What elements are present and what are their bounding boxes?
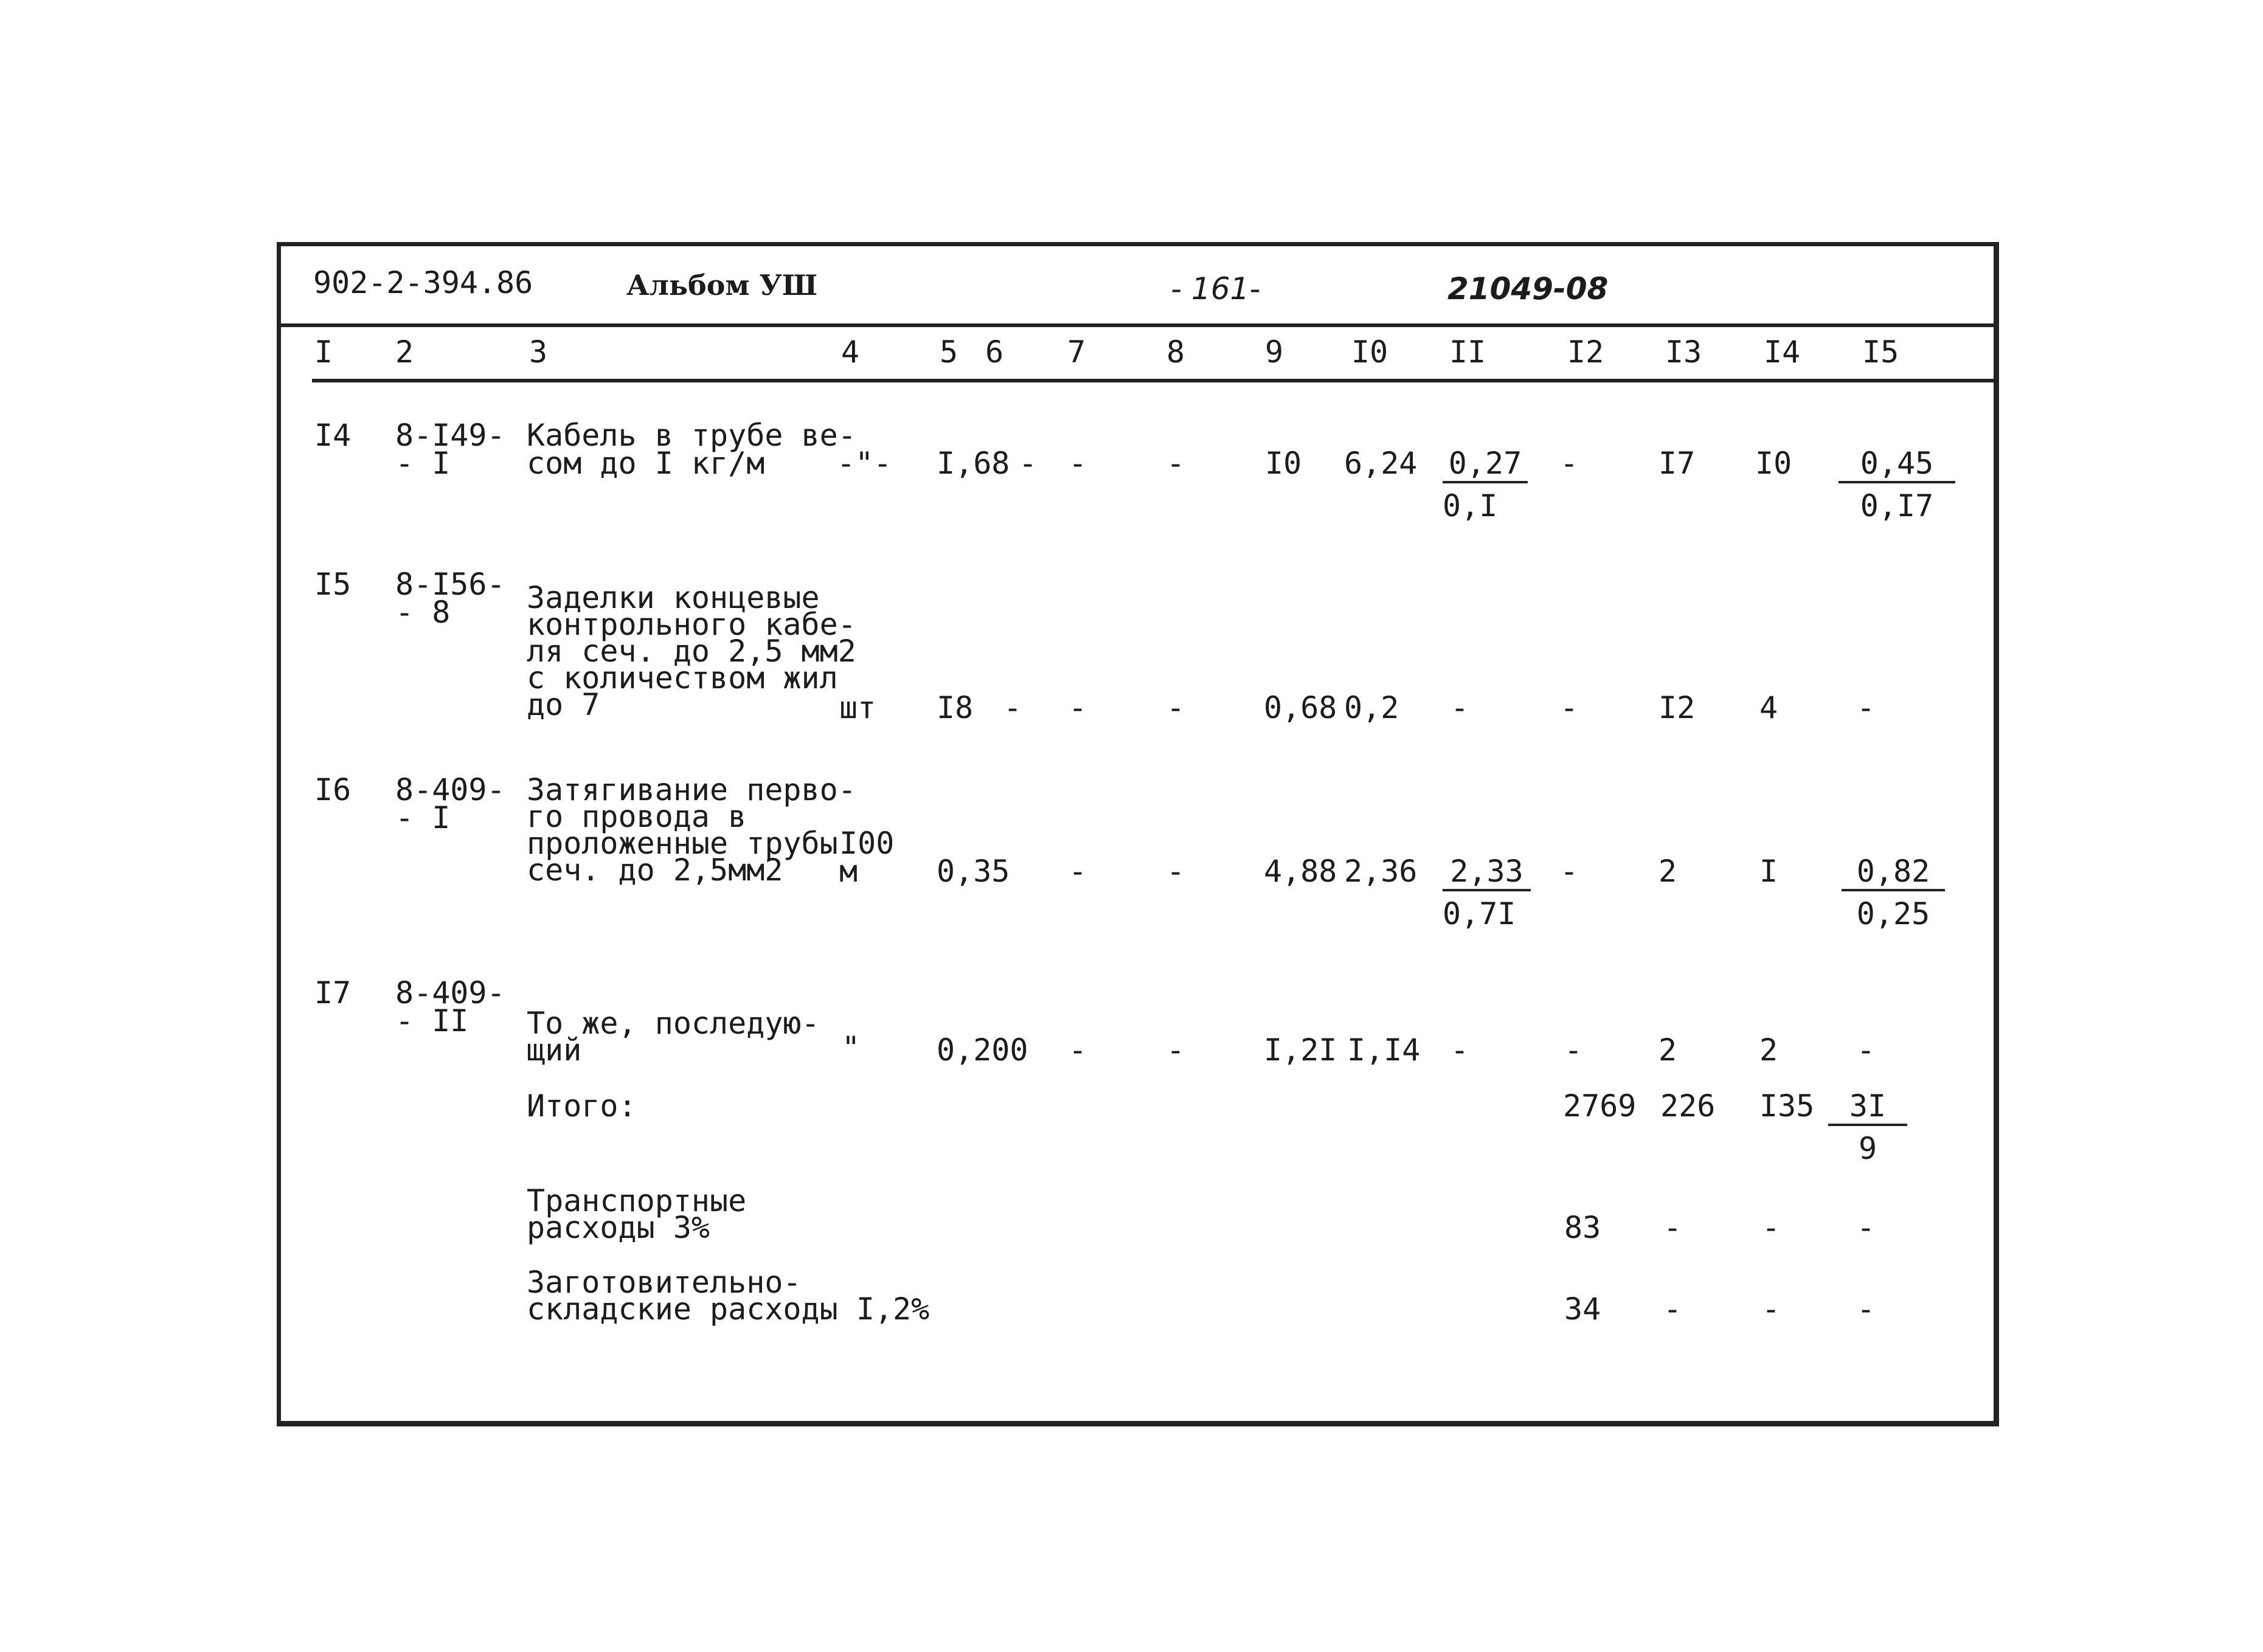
storage-label: складские расходы I,2% [527,1291,930,1327]
fraction-denominator: 0,I7 [1860,488,1934,524]
totals-label: Итого: [527,1088,637,1124]
unit: " [842,1030,861,1065]
storage-label: Заготовительно- [527,1265,802,1300]
rate-code: 8-I56- [395,567,505,602]
rate-code: 8-409- [395,772,505,807]
work-description: го провода в [527,799,747,834]
cell-7: - [1069,854,1087,889]
work-description: Кабель в трубе ве- [527,418,856,453]
cell-8: - [1166,854,1185,889]
work-description: Затягивание перво- [527,772,856,807]
col-number: I2 [1567,334,1604,370]
cell-8: - [1166,446,1185,481]
cell-9: 4,88 [1264,854,1337,889]
cell-9: 0,68 [1264,690,1337,725]
work-description: сом до I кг/м [527,446,765,481]
unit: -"- [837,446,892,481]
cell-12: - [1560,854,1579,889]
work-description: Заделки концевые [527,580,820,615]
cell-12: - [1560,690,1579,725]
fraction-numerator: 2,33 [1443,857,1531,891]
cell-11-fraction [1443,446,1528,524]
cell-9: I,2I [1264,1032,1337,1068]
col-number: 9 [1265,334,1284,370]
storage-15: - [1857,1291,1876,1327]
total-15-fraction [1828,1088,1907,1166]
storage-12: 34 [1564,1291,1601,1327]
cell-14: 2 [1759,1032,1778,1068]
fraction-denominator: 0,7I [1443,896,1516,931]
col-number: 3 [529,334,548,370]
cell-14: 4 [1759,690,1778,725]
transport-label: расходы 3% [527,1210,710,1245]
col-number: II [1449,334,1486,370]
document-number: 21049-08 [1447,271,1609,306]
col-number: I0 [1351,334,1388,370]
cell-10: 6,24 [1344,446,1418,481]
rate-code: 8-409- [395,975,505,1011]
col-number: 5 [940,334,958,370]
rate-code: - I [395,800,451,835]
work-description: проложенные трубы [527,826,838,861]
col-number: I5 [1862,334,1899,370]
cell-8: - [1166,1032,1185,1068]
row-number: I6 [314,772,352,807]
work-description: до 7 [527,687,600,722]
fraction-numerator: 0,27 [1443,449,1528,483]
rate-code: - 8 [395,595,451,630]
unit: I00 [839,826,895,861]
transport-13: - [1663,1210,1682,1245]
cell-12: - [1564,1032,1583,1068]
row-number: I4 [314,418,352,453]
cell-15: - [1857,1032,1876,1068]
storage-13: - [1663,1291,1682,1327]
cell-14: I [1759,854,1778,889]
fraction-denominator: 9 [1858,1131,1877,1166]
col-number: I3 [1665,334,1702,370]
work-description: ля сеч. до 2,5 мм2 [527,634,856,669]
cell-7: - [1069,690,1087,725]
fraction-numerator: 0,45 [1838,449,1955,483]
total-13: 226 [1660,1088,1716,1124]
unit: шт [839,690,876,725]
album-title: Альбом УШ [626,269,818,302]
cell-15: - [1857,690,1876,725]
transport-12: 83 [1564,1210,1601,1245]
work-description: с количеством жил [527,660,838,696]
cell-6: - [1019,446,1038,481]
row-number: I5 [314,567,352,602]
cell-10: I,I4 [1347,1032,1421,1068]
col-number: I [314,334,333,370]
total-12: 2769 [1563,1088,1637,1124]
rate-code: - I [395,446,451,481]
cell-11: - [1450,1032,1469,1068]
work-description: щий [527,1032,582,1068]
total-14: I35 [1759,1088,1815,1124]
cell-11-fraction [1443,854,1531,931]
cell-13: 2 [1658,854,1677,889]
unit: м [839,854,858,889]
cell-13: I7 [1658,446,1696,481]
cell-15-fraction [1838,446,1955,524]
cell-14: I0 [1755,446,1792,481]
col-number: I4 [1764,334,1801,370]
col-number: 7 [1067,334,1086,370]
quantity: 0,35 [937,854,1010,889]
cell-15-fraction [1842,854,1945,931]
fraction-denominator: 0,25 [1856,896,1930,931]
transport-14: - [1762,1210,1781,1245]
cell-7: - [1069,1032,1087,1068]
quantity: 0,200 [937,1032,1028,1068]
cell-10: 0,2 [1344,690,1399,725]
cell-6: - [1003,690,1022,725]
col-number: 8 [1166,334,1185,370]
col-number: 2 [395,334,414,370]
fraction-denominator: 0,I [1443,488,1498,524]
cell-13: I2 [1658,690,1696,725]
project-code: 902-2-394.86 [313,265,533,300]
transport-label: Транспортные [527,1183,747,1218]
row-number: I7 [314,975,352,1011]
transport-15: - [1857,1210,1876,1245]
work-description: То же, последую- [527,1006,820,1041]
quantity: I8 [937,690,974,725]
cell-8: - [1166,690,1185,725]
rate-code: - II [395,1003,469,1039]
cell-10: 2,36 [1344,854,1418,889]
fraction-numerator: 0,82 [1842,857,1945,891]
col-number: 6 [985,334,1004,370]
page-number: - 161- [1171,271,1261,306]
cell-7: - [1069,446,1087,481]
cell-9: I0 [1265,446,1302,481]
quantity: I,68 [937,446,1010,481]
col-number: 4 [841,334,860,370]
column-header-divider [312,379,1995,382]
cell-11: - [1450,690,1469,725]
work-description: сеч. до 2,5мм2 [527,852,783,888]
rate-code: 8-I49- [395,418,505,453]
work-description: контрольного кабе- [527,607,856,642]
header-divider [281,323,1995,327]
cell-12: - [1560,446,1579,481]
cell-13: 2 [1658,1032,1677,1068]
fraction-numerator: 3I [1828,1092,1907,1126]
storage-14: - [1762,1291,1781,1327]
